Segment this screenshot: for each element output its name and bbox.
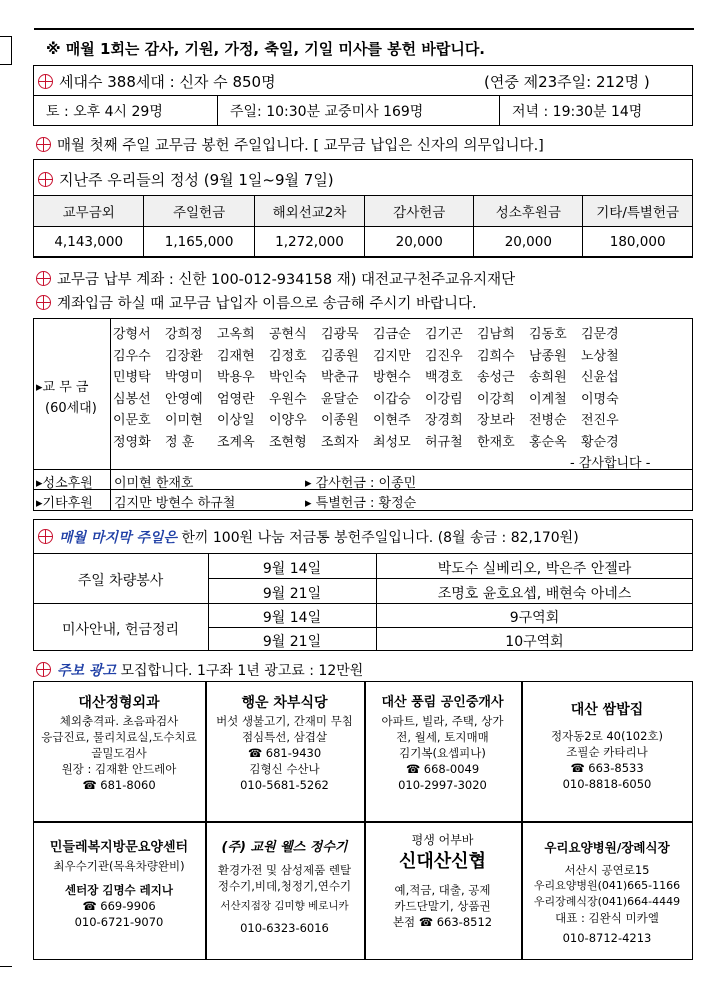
- donor-name: 정영화: [113, 434, 151, 450]
- ad-ssambap: 대산 쌈밥집 정자동2로 40(102호) 조필순 카타리나 ☎ 663-8533 010-8818-6050: [550, 702, 664, 791]
- donor-name: 김남희: [477, 327, 515, 343]
- vocation-names: 이미현 한재호: [114, 476, 194, 491]
- donor-name: 김장환: [165, 348, 203, 364]
- donor-name: 전진우: [581, 413, 619, 429]
- donor-name: 조계옥: [217, 434, 255, 450]
- other-label: ▸기타후원: [36, 496, 93, 511]
- schedule-date: 9월 21일: [262, 634, 322, 650]
- offering-title: 지난주 우리들의 정성 (9월 1일~9월 7일): [38, 169, 334, 190]
- offering-value: 1,272,000: [254, 227, 364, 258]
- donor-name: 이계철: [529, 391, 567, 407]
- offering-header: 성소후원금: [474, 196, 583, 227]
- other-names: 김지만 방현수 하규철: [114, 496, 236, 511]
- donor-name: 심봉선: [113, 391, 151, 407]
- schedule-date: 9월 21일: [262, 586, 322, 602]
- ads-header: 주보 광고 모집합니다. 1구좌 1년 광고료 : 12만원: [36, 660, 363, 680]
- donor-name: 우원수: [269, 391, 307, 407]
- donor-name: 장보라: [477, 413, 515, 429]
- donor-name: 이미현: [165, 413, 203, 429]
- schedule-who: 9구역회: [509, 610, 560, 626]
- account-note: 계좌입금 하실 때 교무금 납입자 이름으로 송금해 주시기 바랍니다.: [36, 292, 477, 313]
- donor-name: 김진우: [425, 348, 463, 364]
- mass-request-notice: ※ 매월 1회는 감사, 기원, 가정, 축일, 기일 미사를 봉헌 바랍니다.: [46, 40, 486, 58]
- offering-value: 1,165,000: [144, 227, 254, 258]
- donor-name: 이양우: [269, 413, 307, 429]
- donor-name: 이상일: [217, 413, 255, 429]
- ad-realestate: 대산 풍림 공인중개사 아파트, 빌라, 주택, 상가 전, 월세, 토지매매 김기복(요셉피나) ☎ 668-0049 010-2997-3020: [381, 695, 504, 792]
- donor-name: 이강림: [425, 391, 463, 407]
- donor-name: 김우수: [113, 348, 151, 364]
- offering-table: [33, 195, 693, 258]
- donor-row: [113, 322, 685, 344]
- offering-header: 해외선교2차: [254, 196, 364, 227]
- schedule-date: 9월 14일: [262, 610, 322, 626]
- vocation-label: ▸성소후원: [36, 476, 93, 491]
- donor-name: 송성근: [477, 370, 515, 386]
- donor-name: 민병탁: [113, 370, 151, 386]
- donor-name: 공현식: [269, 327, 307, 343]
- donor-name: 김종원: [321, 348, 359, 364]
- gratitude-offering: ▸ 감사헌금 : 이종민: [305, 476, 417, 491]
- donor-row: [113, 430, 685, 452]
- margin-mark-side: [11, 36, 12, 64]
- ad-care-center: 민들레복지방문요양센터 최우수기관(목욕차량완비) 센터장 김명수 레지나 ☎ 669-9906 010-6721-9070: [49, 840, 189, 929]
- donor-row: [113, 344, 685, 366]
- donor-name: 황순경: [581, 434, 619, 450]
- margin-mark-bottom: [0, 966, 12, 967]
- dues-notice: 매월 첫째 주일 교무금 봉헌 주일입니다. [ 교무금 납입은 신자의 의무입니다.]: [36, 134, 544, 155]
- donor-name: 최성모: [373, 434, 411, 450]
- ad-credit-union: 평생 어부바 신대산신협 예,적금, 대출, 공제 카드단말기, 상품권 본점 ☎ 663-8512: [392, 833, 493, 929]
- schedule-date: 9월 14일: [262, 561, 322, 577]
- donor-name: 허규철: [425, 434, 463, 450]
- schedule-label: 미사안내, 헌금정리: [61, 622, 180, 638]
- donor-name: 송희원: [529, 370, 567, 386]
- special-offering: ▸ 특별헌금 : 황정순: [305, 496, 417, 511]
- donor-row: [113, 365, 685, 387]
- ad-water-purifier: (주) 교원 웰스 정수기 환경가전 및 삼성제품 렌탈 정수기,비데,청정기,연수기 서산지점장 김미향 베로니카 010-6323-6016: [217, 840, 352, 935]
- donor-name: 홍순옥: [529, 434, 567, 450]
- donor-name: 조희자: [321, 434, 359, 450]
- offering-header: 감사헌금: [365, 196, 474, 227]
- cross-icon: [36, 662, 51, 677]
- top-rule: [34, 28, 694, 30]
- donor-name: 노상철: [581, 348, 619, 364]
- cross-icon: [36, 137, 51, 152]
- donor-name: 한재호: [477, 434, 515, 450]
- evening-mass: 저녁 : 19:30분 14명: [512, 104, 643, 120]
- donor-name: 박춘규: [321, 370, 359, 386]
- donor-name: 이명숙: [581, 391, 619, 407]
- donor-name: 정 훈: [165, 434, 195, 450]
- donor-name: 박영미: [165, 370, 203, 386]
- donor-row: [113, 408, 685, 430]
- donor-name: 이강희: [477, 391, 515, 407]
- ad-restaurant: 행운 차부식당 버섯 생불고기, 간재미 무침 점심특선, 삼겹살 ☎ 681-9430 김형신 수산나 010-5681-5262: [216, 695, 353, 792]
- donor-name: 윤달순: [321, 391, 359, 407]
- schedule-who: 조명호 윤호요셉, 배현숙 아네스: [437, 586, 632, 602]
- donor-name: 박인숙: [269, 370, 307, 386]
- offering-header: 주일헌금: [144, 196, 254, 227]
- sun-mass: 주일: 10:30분 교중미사 169명: [230, 104, 424, 120]
- thanks-text: - 감사합니다 -: [570, 456, 651, 471]
- donor-row: [113, 387, 685, 409]
- cross-icon: [36, 295, 51, 310]
- donor-name: 장경희: [425, 413, 463, 429]
- donor-name: 김정호: [269, 348, 307, 364]
- offering-value: 180,000: [583, 227, 693, 258]
- donors-label: ▸교 무 금: [36, 380, 89, 395]
- donor-name: 김문경: [581, 327, 619, 343]
- cross-icon: [38, 74, 53, 89]
- offering-value: 4,143,000: [34, 227, 144, 258]
- donor-name: 이종원: [321, 413, 359, 429]
- donor-name: 김희수: [477, 348, 515, 364]
- donor-name: 안영예: [165, 391, 203, 407]
- donor-name: 방현수: [373, 370, 411, 386]
- cross-icon: [38, 529, 53, 544]
- week-attendance: (연중 제23주일: 212명 ): [484, 73, 650, 91]
- schedule-who: 10구역회: [505, 634, 564, 650]
- sat-mass: 토 : 오후 4시 29명: [46, 104, 163, 120]
- households-line: 세대수 388세대 : 신자 수 850명: [38, 71, 276, 92]
- donor-name: 김기곤: [425, 327, 463, 343]
- donor-name: 조현형: [269, 434, 307, 450]
- cross-icon: [36, 271, 51, 286]
- donor-name: 남종원: [529, 348, 567, 364]
- account-line: 교무금 납부 계좌 : 신한 100-012-934158 재) 대전교구천주교유지재단: [36, 268, 515, 289]
- offering-value: 20,000: [365, 227, 474, 258]
- offering-header: 교무금외: [34, 196, 144, 227]
- donor-name: 강희정: [165, 327, 203, 343]
- donor-name: 김광묵: [321, 327, 359, 343]
- donor-name: 이문호: [113, 413, 151, 429]
- donor-name: 전병순: [529, 413, 567, 429]
- donor-name: 김지만: [373, 348, 411, 364]
- donor-name: 김동호: [529, 327, 567, 343]
- offering-value: 20,000: [474, 227, 583, 258]
- ad-orthopedics: 대산정형외과 체외충격파. 초음파검사 응급진료, 물리치료실,도수치료 골밀도검사 원장 : 김재환 안드레아 ☎ 681-8060: [41, 695, 197, 792]
- donor-name: 강형서: [113, 327, 151, 343]
- last-sunday-notice: 매월 마지막 주일은 한끼 100원 나눔 저금통 봉헌주일입니다. (8월 송금 : 82,170원): [38, 527, 579, 547]
- donor-name: 백경호: [425, 370, 463, 386]
- donor-name: 이현주: [373, 413, 411, 429]
- cross-icon: [38, 172, 53, 187]
- donors-count: (60세대): [45, 401, 97, 416]
- donor-name: 김금순: [373, 327, 411, 343]
- donor-names: [113, 322, 685, 451]
- donor-name: 박용우: [217, 370, 255, 386]
- donor-name: 이갑승: [373, 391, 411, 407]
- donor-name: 고옥희: [217, 327, 255, 343]
- donor-name: 엄영란: [217, 391, 255, 407]
- donor-name: 김재현: [217, 348, 255, 364]
- schedule-who: 박도수 실베리오, 박은주 안젤라: [437, 561, 632, 577]
- schedule-label: 주일 차량봉사: [77, 573, 164, 589]
- margin-mark-top2: [0, 64, 12, 65]
- offering-header: 기타/특별헌금: [583, 196, 693, 227]
- donor-name: 신윤섭: [581, 370, 619, 386]
- ad-hospital: 우리요양병원/장례식장 서산시 공연로15 우리요양병원(041)665-1166 우리장례식장(041)664-4449 대표 : 김완식 미카엘 010-8712-4213: [533, 840, 681, 945]
